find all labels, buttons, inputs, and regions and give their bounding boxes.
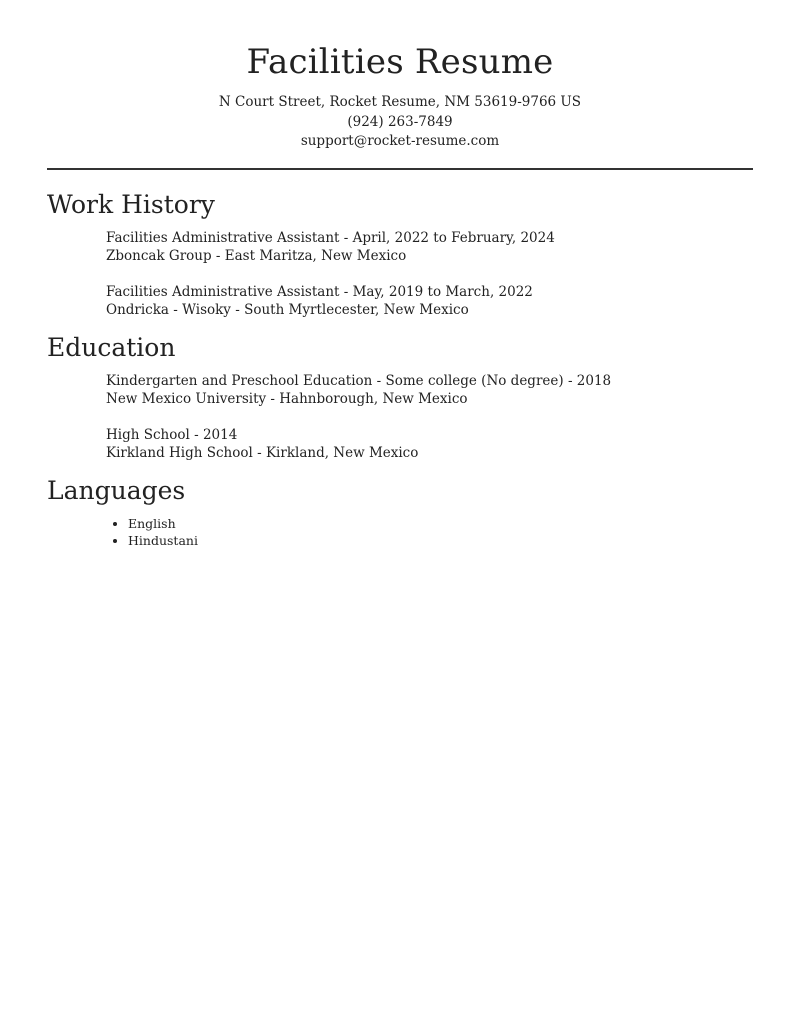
languages-list — [47, 515, 753, 550]
work-entry-role: Facilities Administrative Assistant - April, 2022 to February, 2024 — [106, 229, 555, 246]
work-entry-company: Ondricka - Wisoky - South Myrtlecester, New Mexico — [106, 302, 469, 318]
header-divider — [47, 168, 753, 170]
work-entry-role: Facilities Administrative Assistant - May, 2019 to March, 2022 — [106, 283, 533, 300]
work-entry-company: Zboncak Group - East Maritza, New Mexico — [106, 248, 407, 264]
education-entry — [106, 426, 753, 463]
contact-address: N Court Street, Rocket Resume, NM 53619-9766 US — [218, 94, 582, 110]
work-history-heading: Work History — [47, 189, 215, 219]
resume-title: Facilities Resume — [246, 42, 554, 82]
education-entry — [106, 372, 753, 409]
languages-heading: Languages — [47, 475, 186, 505]
education-entry-degree: Kindergarten and Preschool Education - Some college (No degree) - 2018 — [106, 372, 612, 389]
contact-phone: (924) 263-7849 — [347, 113, 453, 130]
work-history-entries — [47, 229, 753, 320]
work-history-section — [47, 189, 753, 320]
education-heading: Education — [47, 332, 176, 362]
contact-info — [47, 93, 753, 152]
work-entry — [106, 283, 753, 320]
work-entry — [106, 229, 753, 266]
language-item: • English — [128, 515, 753, 533]
education-entry-degree: High School - 2014 — [106, 426, 238, 443]
education-entry-school: New Mexico University - Hahnborough, New Mexico — [106, 391, 468, 407]
education-section — [47, 332, 753, 463]
contact-email: support@rocket-resume.com — [300, 133, 500, 149]
language-item: • Hindustani — [128, 532, 753, 550]
education-entries — [47, 372, 753, 463]
resume-header — [47, 0, 753, 152]
languages-section — [47, 475, 753, 550]
education-entry-school: Kirkland High School - Kirkland, New Mexico — [106, 445, 419, 461]
